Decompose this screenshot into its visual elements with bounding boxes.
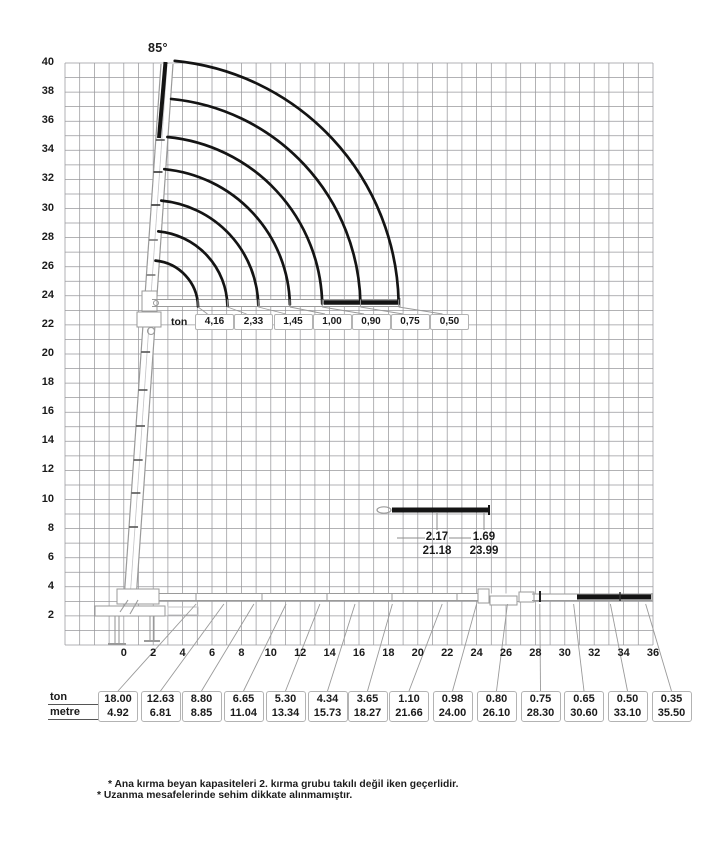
y-tick-label: 6 [47,550,54,563]
capacity-table-column [521,691,561,722]
y-tick-label: 32 [41,172,54,185]
table-metre-value: 8.85 [190,706,213,719]
x-tick-label: 30 [558,647,571,659]
capacity-row-unit-label: ton [171,316,188,328]
x-tick-label: 28 [529,647,542,659]
table-metre-value: 13.34 [271,706,300,719]
capacity-table-column [564,691,604,722]
table-metre-value: 4.92 [107,706,129,719]
table-ton-value: 0.50 [616,693,639,705]
table-ton-value: 5.30 [274,693,297,705]
table-metre-value: 24.00 [438,706,467,719]
table-metre-value: 26.10 [482,706,511,719]
table-metre-value: 30.60 [570,706,598,719]
table-ton-value: 18.00 [104,693,132,705]
x-tick-label: 36 [646,647,660,659]
table-metre-value: 18.27 [353,706,382,719]
capacity-value-box: 4,16 [195,314,234,330]
table-ton-value: 0.75 [529,693,552,705]
capacity-table-column [224,691,264,722]
x-tick-label: 32 [588,647,601,659]
capacity-value-box: 0,50 [430,314,469,330]
y-tick-label: 10 [41,492,54,505]
y-tick-label: 4 [47,579,54,592]
y-tick-label: 26 [41,259,54,272]
table-metre-value: 35.50 [657,706,686,719]
capacity-table-column [652,691,692,722]
table-row-label-metre: metre [50,706,80,718]
table-metre-value: 21.66 [395,706,423,719]
capacity-table-column [308,691,348,722]
table-row-label-ton: ton [50,691,68,703]
y-tick-label: 36 [41,114,54,127]
capacity-table-column [266,691,306,722]
x-tick-label: 4 [179,647,186,659]
capacity-table-column [608,691,648,722]
y-tick-label: 24 [41,288,54,301]
table-metre-value: 6.81 [149,706,172,719]
capacity-table-column [348,691,388,722]
x-tick-label: 34 [617,647,630,659]
jib-metre-value: 23.99 [469,544,499,557]
y-tick-label: 2 [47,608,54,621]
table-ton-value: 3.65 [356,693,379,705]
x-tick-label: 22 [441,647,454,659]
table-ton-value: 0.35 [660,693,683,705]
jib-metre-value: 21.18 [422,544,452,557]
jib-ton-value: 1.69 [472,531,496,543]
table-metre-value: 28.30 [526,706,555,719]
x-tick-label: 10 [264,647,277,659]
capacity-value-box: 2,33 [234,314,273,330]
table-ton-value: 0.65 [573,693,595,705]
y-tick-label: 22 [41,317,54,330]
capacity-table-column [433,691,473,722]
x-tick-label: 0 [120,647,127,659]
x-tick-label: 20 [411,647,424,659]
y-tick-label: 18 [41,376,54,389]
x-tick-label: 16 [352,647,366,659]
table-ton-value: 0.98 [441,693,464,705]
jib-capacity-pair [413,531,461,558]
capacity-value-box: 1,00 [313,314,352,330]
x-tick-label: 8 [238,647,245,659]
jib-ton-value: 2.17 [425,531,449,543]
table-ton-value: 12.63 [146,693,175,705]
y-tick-label: 28 [41,230,54,243]
y-tick-label: 14 [41,434,54,447]
table-ton-value: 6.65 [232,693,255,705]
jib-capacity-pair [460,531,508,558]
x-tick-label: 14 [323,647,336,659]
table-metre-value: 33.10 [613,706,642,719]
boom-angle-label: 85° [148,41,168,55]
table-ton-value: 8.80 [190,693,213,705]
y-tick-label: 16 [41,405,54,418]
table-ton-value: 1.10 [398,693,420,705]
table-ton-value: 4.34 [316,693,339,705]
x-tick-label: 2 [150,647,157,659]
capacity-table-column [141,691,181,722]
x-tick-label: 18 [382,647,395,659]
table-ton-value: 0.80 [485,693,508,705]
capacity-table-column [389,691,429,722]
y-tick-label: 40 [41,56,54,68]
footnote-1: * Ana kırma beyan kapasiteleri 2. kırma grubu takılı değil iken geçerlidir. [108,779,459,790]
x-tick-label: 24 [470,647,483,659]
y-tick-label: 38 [41,85,54,98]
x-tick-label: 12 [294,647,307,659]
capacity-value-box: 0,90 [352,314,391,330]
capacity-value-box: 1,45 [274,314,313,330]
y-tick-label: 30 [41,201,54,214]
capacity-table-column [98,691,138,722]
x-tick-label: 26 [499,647,513,659]
y-tick-label: 12 [41,463,54,476]
y-tick-label: 20 [41,347,54,359]
capacity-table-column [477,691,517,722]
y-tick-label: 8 [47,521,54,534]
capacity-table-column [182,691,222,722]
capacity-value-box: 0,75 [391,314,430,330]
table-metre-value: 11.04 [230,706,257,719]
y-tick-label: 34 [41,143,54,156]
x-tick-label: 6 [208,647,216,659]
footnote-2: * Uzanma mesafelerinde sehim dikkate alınmamıştır. [97,790,353,801]
table-metre-value: 15.73 [313,706,342,719]
